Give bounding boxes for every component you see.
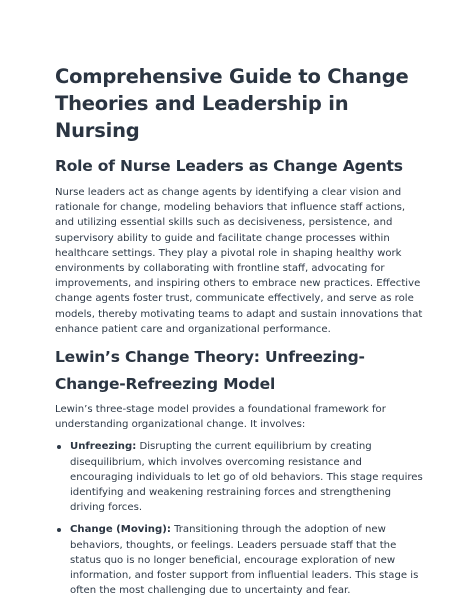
list-item-unfreezing (55, 439, 425, 515)
stage-description: Disrupting the current equilibrium by creating disequilibrium, which involves overcoming resistance and encouraging individuals to let go of old behaviors. This stage requires identifying and weakening restraining forces and strengthening driving forces. (70, 441, 423, 514)
lewin-stage-list (55, 439, 425, 598)
section-heading-change-agents: Role of Nurse Leaders as Change Agents (55, 157, 403, 175)
lewin-intro-paragraph: Lewin’s three-stage model provides a foundational framework for understanding organizational change. It involves: (55, 404, 386, 431)
stage-term: Unfreezing: (70, 441, 137, 453)
section-heading-lewin: Lewin’s Change Theory: Unfreezing-Change-Refreezing Model (55, 348, 365, 394)
stage-description: Transitioning through the adoption of new behaviors, thoughts, or feelings. Leaders persuade staff that the status quo is no longer beneficial, encourage exploration of new information, and foster support from influential leaders. This stage is often the most challenging due to uncertainty and fear. (70, 524, 419, 597)
stage-term: Change (Moving): (70, 524, 171, 536)
bullet-icon (57, 445, 61, 449)
list-item-change-moving (55, 522, 425, 598)
change-agents-paragraph: Nurse leaders act as change agents by identifying a clear vision and rationale for change, modeling behaviors that influence staff actions, and utilizing essential skills such as decisiveness, persistence, and supervisory ability to guide and facilitate change processes within healthcare settings. They play a pivotal role in shaping healthy work environments by collaborating with frontline staff, advocating for improvements, and inspiring others to embrace new practices. Effective change agents foster trust, communicate effectively, and serve as role models, thereby motivating teams to adapt and sustain innovations that enhance patient care and organizational performance. (55, 187, 423, 335)
document-page (55, 63, 425, 605)
bullet-icon (57, 528, 61, 532)
document-title: Comprehensive Guide to Change Theories and Leadership in Nursing (55, 65, 409, 142)
